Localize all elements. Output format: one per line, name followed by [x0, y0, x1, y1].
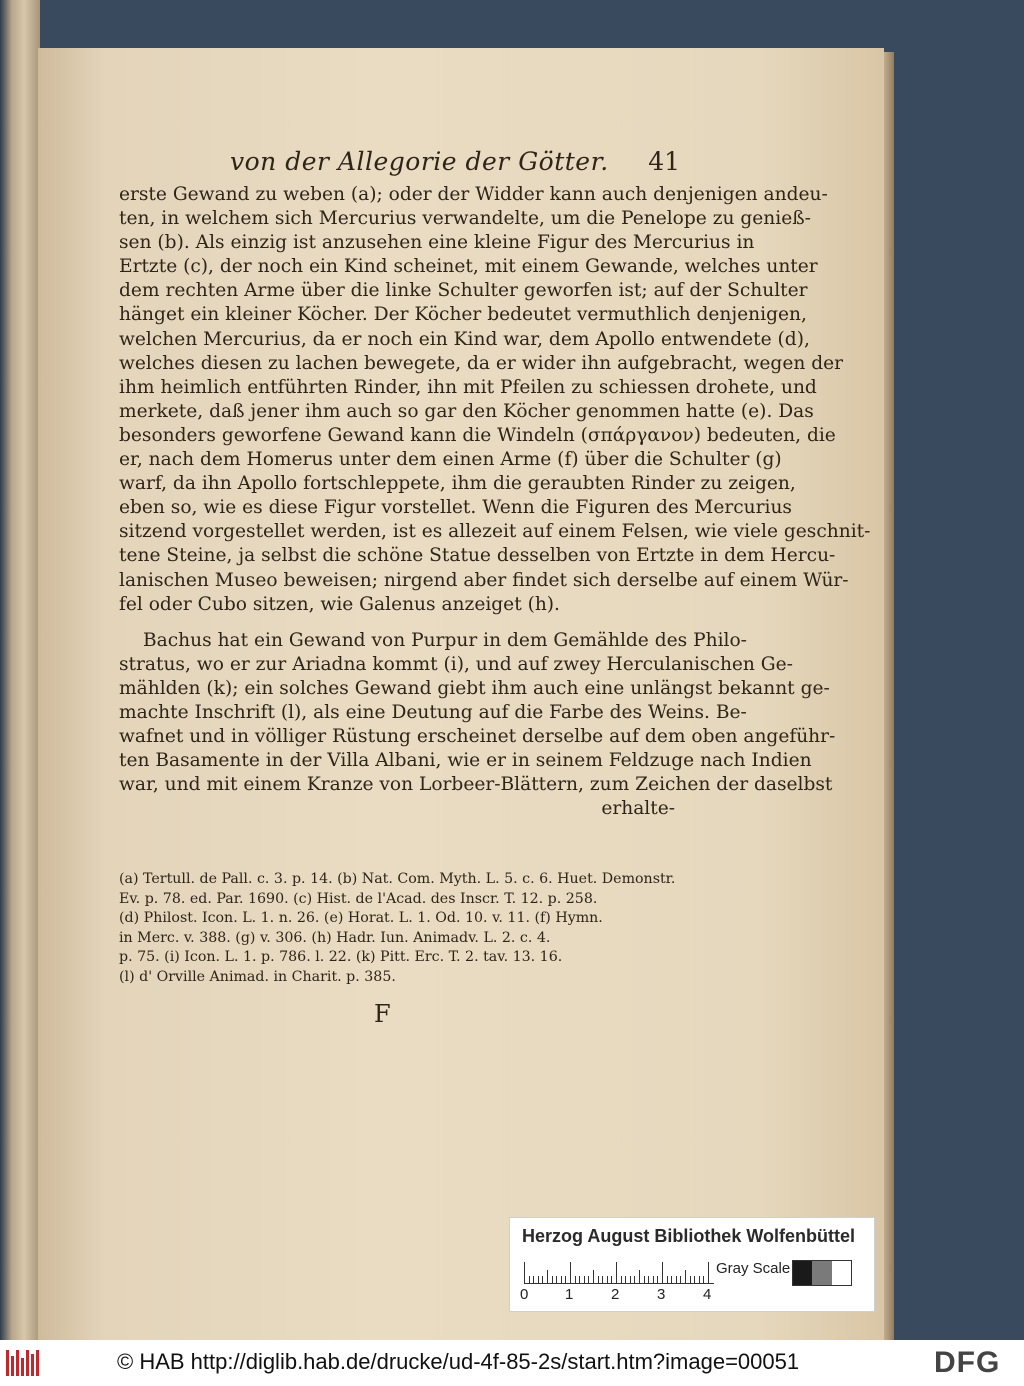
- text-line: fel oder Cubo sitzen, wie Galenus anzeiget (h).: [119, 593, 560, 615]
- text-line: besonders geworfene Gewand kann die Windeln (σπάργανον) bedeuten, die: [119, 424, 836, 446]
- ruler-tick: [616, 1262, 617, 1284]
- text-line: warf, da ihn Apollo fortschleppete, ihm die geraubten Rinder zu zeigen,: [119, 473, 796, 495]
- ruler-tick: [621, 1276, 622, 1284]
- footnote-line: Ev. p. 78. ed. Par. 1690. (c) Hist. de l'Acad. des Inscr. T. 12. p. 258.: [119, 890, 598, 907]
- ruler-tick: [667, 1276, 668, 1284]
- text-line: sen (b). Als einzig ist anzusehen eine kleine Figur des Mercurius in: [119, 232, 755, 254]
- ruler-tick: [644, 1276, 645, 1284]
- text-line: mählden (k); ein solches Gewand giebt ihm auch eine unlängst bekannt ge-: [119, 677, 830, 699]
- library-title: Herzog August Bibliothek Wolfenbüttel: [522, 1226, 855, 1246]
- hab-logo-icon: [6, 1350, 46, 1376]
- ruler-tick: [662, 1262, 663, 1284]
- ruler-tick: [588, 1276, 589, 1284]
- text-line: ten, in welchem sich Mercurius verwandelte, um die Penelope zu genieß-: [119, 208, 811, 230]
- text-line: Ertzte (c), der noch ein Kind scheinet, mit einem Gewande, welches unter: [119, 256, 818, 278]
- scale-ruler: [524, 1260, 714, 1284]
- text-line: Bachus hat ein Gewand von Purpur in dem Gemählde des Philo-: [143, 629, 747, 651]
- gray-scale-swatches: [792, 1260, 852, 1286]
- adjacent-page-edge: [0, 0, 40, 1340]
- ruler-tick: [639, 1270, 640, 1284]
- text-line: tene Steine, ja selbst die schöne Statue desselben von Ertzte in dem Hercu-: [119, 545, 836, 567]
- ruler-tick: [625, 1276, 626, 1284]
- text-line: hänget ein kleiner Köcher. Der Köcher bedeutet vermuthlich denjenigen,: [119, 304, 807, 326]
- text-line: machte Inschrift (l), als eine Deutung auf die Farbe des Weins. Be-: [119, 701, 747, 723]
- ruler-tick: [708, 1262, 709, 1284]
- page-edge-shadow: [884, 52, 894, 1340]
- ruler-number: 3: [657, 1286, 666, 1303]
- ruler-tick: [671, 1276, 672, 1284]
- ruler-tick: [676, 1276, 677, 1284]
- ruler-tick: [593, 1270, 594, 1284]
- text-line: dem rechten Arme über die linke Schulter geworfen ist; auf der Schulter: [119, 280, 808, 302]
- ruler-tick: [648, 1276, 649, 1284]
- page-number: 41: [648, 147, 680, 176]
- ruler-tick: [579, 1276, 580, 1284]
- ruler-tick: [602, 1276, 603, 1284]
- ruler-tick: [657, 1276, 658, 1284]
- text-line: lanischen Museo beweisen; nirgend aber findet sich derselbe auf einem Wür-: [119, 569, 849, 591]
- ruler-tick: [584, 1276, 585, 1284]
- footnote-line: (l) d' Orville Animad. in Charit. p. 385.: [119, 968, 396, 985]
- ruler-tick: [653, 1276, 654, 1284]
- ruler-tick: [685, 1270, 686, 1284]
- gray-scale-label: Gray Scale: [716, 1260, 791, 1277]
- text-line: eben so, wie es diese Figur vorstellet. Wenn die Figuren des Mercurius: [119, 497, 792, 519]
- text-line: merkete, daß jener ihm auch so gar den Köcher genommen hatte (e). Das: [119, 400, 814, 422]
- ruler-tick: [634, 1276, 635, 1284]
- text-line: welches diesen zu lachen bewegete, da er wider ihn aufgebracht, wegen der: [119, 352, 844, 374]
- gray-swatch: [812, 1261, 831, 1285]
- ruler-tick: [524, 1262, 525, 1284]
- ruler-number: 1: [565, 1286, 574, 1303]
- gray-swatch: [832, 1261, 851, 1285]
- ruler-tick: [630, 1276, 631, 1284]
- ruler-tick: [690, 1276, 691, 1284]
- ruler-number: 0: [520, 1286, 529, 1303]
- ruler-tick: [547, 1270, 548, 1284]
- text-line: ten Basamente in der Villa Albani, wie er in seinem Feldzuge nach Indien: [119, 750, 812, 772]
- viewer-footer: [0, 1340, 1024, 1386]
- ruler-tick: [565, 1276, 566, 1284]
- ruler-tick: [703, 1276, 704, 1284]
- text-line: er, nach dem Homerus unter dem einen Arme (f) über die Schulter (g): [119, 449, 782, 471]
- ruler-tick: [556, 1276, 557, 1284]
- ruler-number: 4: [703, 1286, 712, 1303]
- ruler-number: 2: [611, 1286, 620, 1303]
- ruler-tick: [694, 1276, 695, 1284]
- dfg-logo: DFG: [934, 1346, 1001, 1379]
- ruler-tick: [680, 1276, 681, 1284]
- text-line: stratus, wo er zur Ariadna kommt (i), und auf zwey Herculanischen Ge-: [119, 653, 793, 675]
- ruler-tick: [538, 1276, 539, 1284]
- ruler-tick: [611, 1276, 612, 1284]
- footnote-line: (d) Philost. Icon. L. 1. n. 26. (e) Horat. L. 1. Od. 10. v. 11. (f) Hymn.: [119, 910, 603, 927]
- ruler-tick: [699, 1276, 700, 1284]
- text-line: sitzend vorgestellet werden, ist es allezeit auf einem Felsen, wie viele geschnit-: [119, 521, 871, 543]
- ruler-tick: [529, 1276, 530, 1284]
- ruler-tick: [561, 1276, 562, 1284]
- page-header: [230, 147, 680, 183]
- signature-mark: F: [374, 1000, 391, 1028]
- text-line: wafnet und in völliger Rüstung erscheinet derselbe auf dem oben angeführ-: [119, 726, 836, 748]
- catchword: erhalte-: [601, 798, 675, 820]
- footnote-line: p. 75. (i) Icon. L. 1. p. 786. l. 22. (k) Pitt. Erc. T. 2. tav. 13. 16.: [119, 949, 563, 966]
- ruler-tick: [575, 1276, 576, 1284]
- ruler-tick: [607, 1276, 608, 1284]
- body-text: [119, 183, 871, 821]
- copyright-link[interactable]: © HAB http://diglib.hab.de/drucke/ud-4f-85-2s/start.htm?image=00051: [117, 1349, 800, 1374]
- text-line: welchen Mercurius, da er noch ein Kind war, dem Apollo entwendete (d),: [119, 328, 810, 350]
- footnote-line: in Merc. v. 388. (g) v. 306. (h) Hadr. Iun. Animadv. L. 2. c. 4.: [119, 929, 551, 946]
- footnotes: [119, 870, 679, 988]
- footnote-line: (a) Tertull. de Pall. c. 3. p. 14. (b) Nat. Com. Myth. L. 5. c. 6. Huet. Demonstr.: [119, 871, 676, 887]
- gray-swatch: [793, 1261, 812, 1285]
- text-line: war, und mit einem Kranze von Lorbeer-Blättern, zum Zeichen der daselbst: [119, 774, 833, 796]
- text-line: ihm heimlich entführten Rinder, ihn mit Pfeilen zu schiessen drohete, und: [119, 376, 817, 398]
- running-head: von der Allegorie der Götter.: [230, 147, 609, 176]
- color-calibration-label: [509, 1217, 875, 1312]
- text-line: erste Gewand zu weben (a); oder der Widder kann auch denjenigen andeu-: [119, 184, 828, 205]
- ruler-tick: [542, 1276, 543, 1284]
- ruler-tick: [598, 1276, 599, 1284]
- ruler-tick: [570, 1262, 571, 1284]
- ruler-tick: [533, 1276, 534, 1284]
- ruler-tick: [552, 1276, 553, 1284]
